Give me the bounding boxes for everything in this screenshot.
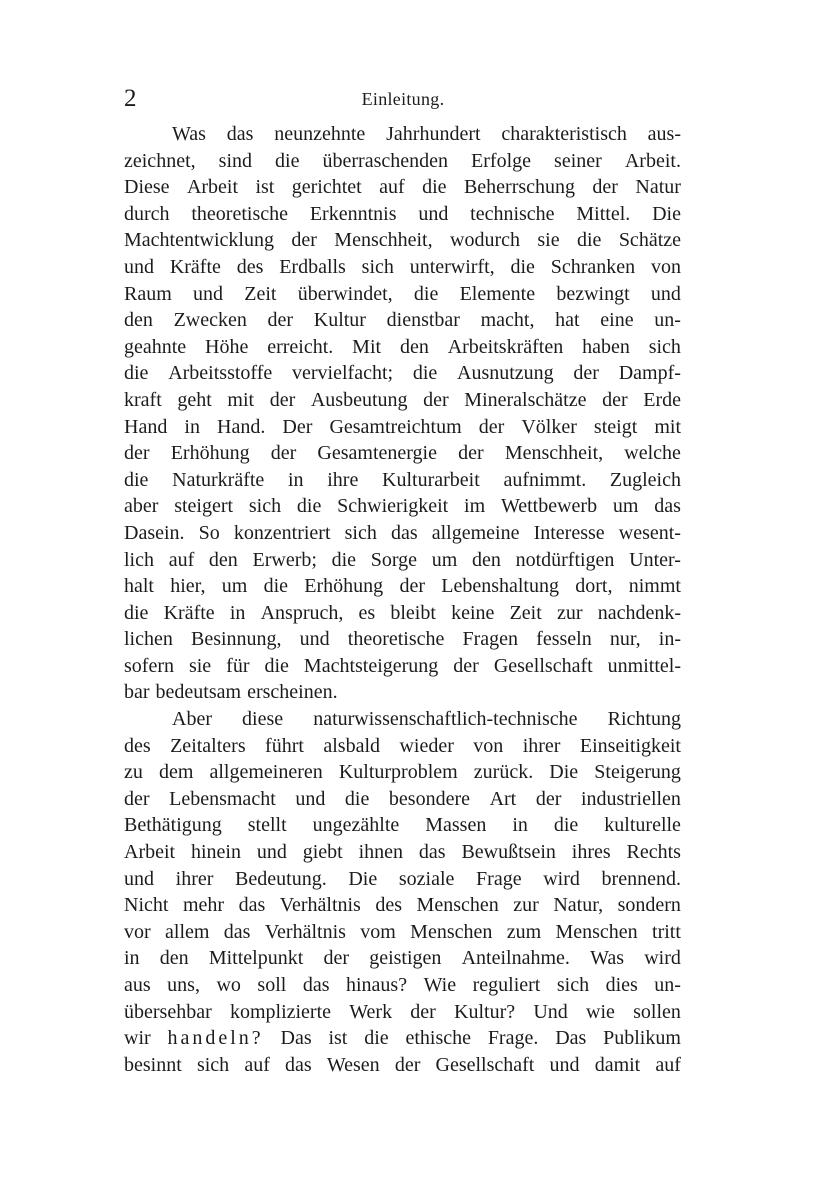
text-line: Machtentwicklung der Menschheit, wodurch sie die Schätze	[124, 229, 681, 252]
text-line: in den Mittelpunkt der geistigen Anteilnahme. Was wird	[124, 947, 681, 970]
text-line: besinnt sich auf das Wesen der Gesellschaft und damit auf	[124, 1053, 681, 1076]
text-line: Arbeit hinein und giebt ihnen das Bewußtsein ihres Rechts	[124, 841, 681, 864]
text-line: übersehbar komplizierte Werk der Kultur? Und wie sollen	[124, 1000, 681, 1023]
text-line: aus uns, wo soll das hinaus? Wie reguliert sich dies un-	[124, 974, 681, 996]
text-line: der Lebensmacht und die besondere Art der industriellen	[124, 787, 681, 810]
text-line: kraft geht mit der Ausbeutung der Mineralschätze der Erde	[124, 388, 681, 411]
text-line: des Zeitalters führt alsbald wieder von ihrer Einseitigkeit	[124, 734, 681, 757]
text-line: Dasein. So konzentriert sich das allgemeine Interesse wesent-	[124, 521, 681, 544]
text-line: Nicht mehr das Verhältnis des Menschen zur Natur, sondern	[124, 894, 681, 917]
text-line: zeichnet, sind die überraschenden Erfolge seiner Arbeit.	[124, 149, 681, 172]
text-line: Hand in Hand. Der Gesamtreichtum der Völker steigt mit	[124, 415, 681, 438]
text-line: halt hier, um die Erhöhung der Lebenshaltung dort, nimmt	[124, 575, 681, 598]
text-line: Diese Arbeit ist gerichtet auf die Beherrschung der Natur	[124, 176, 681, 199]
text-line: die Arbeitsstoffe vervielfacht; die Ausnutzung der Dampf-	[124, 362, 681, 385]
text-line: die Kräfte in Anspruch, es bleibt keine Zeit zur nachdenk-	[124, 601, 681, 624]
body-text	[124, 121, 681, 1078]
text-line: Raum und Zeit überwindet, die Elemente bezwingt und	[124, 282, 681, 305]
text-line: Aber diese naturwissenschaftlich-technische Richtung	[172, 708, 681, 731]
text-line: Was das neunzehnte Jahrhundert charakteristisch aus-	[172, 123, 681, 145]
text-line: lichen Besinnung, und theoretische Fragen fesseln nur, in-	[124, 628, 681, 651]
page-header	[124, 86, 682, 112]
text-line: die Naturkräfte in ihre Kulturarbeit aufnimmt. Zugleich	[124, 468, 681, 491]
text-line: durch theoretische Erkenntnis und technische Mittel. Die	[124, 202, 681, 225]
text-line: lich auf den Erwerb; die Sorge um den notdürftigen Unter-	[124, 548, 681, 571]
text-line: zu dem allgemeineren Kulturproblem zurück. Die Steigerung	[124, 761, 681, 784]
text-line: den Zwecken der Kultur dienstbar macht, hat eine un-	[124, 309, 681, 332]
text-line: aber steigert sich die Schwierigkeit im Wettbewerb um das	[124, 495, 681, 518]
running-head: Einleitung.	[361, 89, 445, 109]
text-line: bar bedeutsam erscheinen.	[124, 681, 338, 704]
text-line: geahnte Höhe erreicht. Mit den Arbeitskräften haben sich	[124, 335, 681, 358]
text-line: vor allem das Verhältnis vom Menschen zum Menschen tritt	[124, 920, 681, 943]
text-line: und ihrer Bedeutung. Die soziale Frage wird brennend.	[124, 867, 681, 890]
page-number: 2	[124, 85, 137, 112]
text-line: und Kräfte des Erdballs sich unterwirft, die Schranken von	[124, 255, 681, 278]
text-line: sofern sie für die Machtsteigerung der Gesellschaft unmittel-	[124, 654, 681, 677]
text-line: wir handeln? Das ist die ethische Frage. Das Publikum	[124, 1027, 681, 1050]
text-line: der Erhöhung der Gesamtenergie der Menschheit, welche	[124, 442, 681, 465]
text-line: Bethätigung stellt ungezählte Massen in die kulturelle	[124, 814, 681, 837]
